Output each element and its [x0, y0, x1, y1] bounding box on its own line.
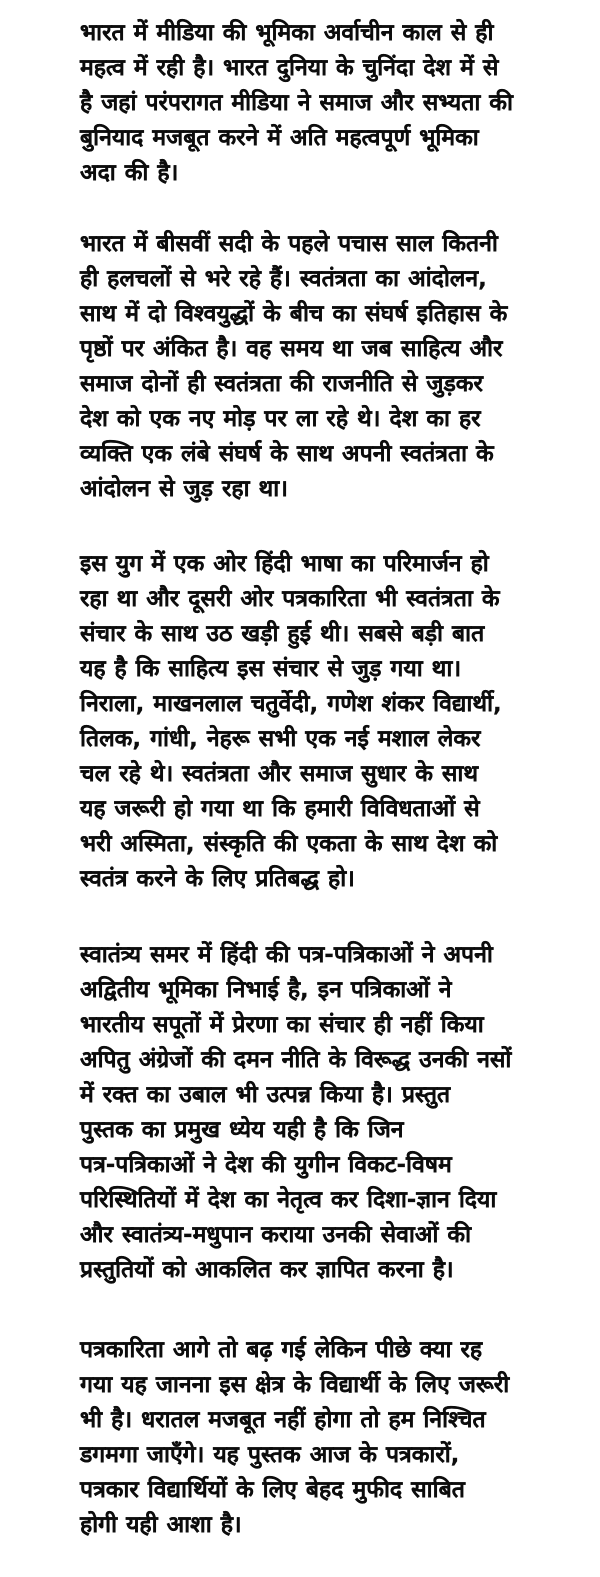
paragraph-1 — [80, 16, 535, 191]
paragraph-line: प्रस्तुतियों को आकलित कर ज्ञापित करना है। — [80, 1257, 454, 1283]
paragraph-line: होगी यही आशा है। — [80, 1512, 242, 1538]
paragraph-line: अपितु अंग्रेजों की दमन नीति के विरूद्ध उनकी नसों — [80, 1047, 512, 1073]
paragraph-line: साथ में दो विश्वयुद्धों के बीच का संघर्ष इतिहास के — [80, 301, 508, 327]
paragraph-line: स्वतंत्र करने के लिए प्रतिबद्ध हो। — [80, 866, 355, 892]
paragraph-line: बुनियाद मजबूत करने में अति महत्वपूर्ण भूमिका — [80, 125, 479, 151]
paragraph-line: स्वातंत्र्य समर में हिंदी की पत्र-पत्रिकाओं ने अपनी — [80, 942, 493, 968]
paragraph-line: समाज दोनों ही स्वतंत्रता की राजनीति से जुड़कर — [80, 371, 483, 397]
paragraph-line: पृष्ठों पर अंकित है। वह समय था जब साहित्य और — [80, 336, 503, 362]
paragraph-line: पत्रकारिता आगे तो बढ़ गई लेकिन पीछे क्या रह — [80, 1337, 483, 1363]
paragraph-line: रहा था और दूसरी ओर पत्रकारिता भी स्वतंत्रता के — [80, 586, 500, 612]
paragraph-line: निराला, माखनलाल चतुर्वेदी, गणेश शंकर विद्यार्थी, — [80, 691, 502, 717]
paragraph-line: यह है कि साहित्य इस संचार से जुड़ गया था। — [80, 656, 462, 682]
paragraph-line: और स्वातंत्र्य-मधुपान कराया उनकी सेवाओं की — [80, 1222, 472, 1248]
paragraph-line: है जहां परंपरागत मीडिया ने समाज और सभ्यता की — [80, 90, 513, 116]
paragraph-line: पत्रकार विद्यार्थियों के लिए बेहद मुफीद साबित — [80, 1477, 465, 1503]
paragraph-line: भारत में मीडिया की भूमिका अर्वाचीन काल से ही — [80, 20, 494, 46]
paragraph-line: परिस्थितियों में देश का नेतृत्व कर दिशा-ज्ञान दिया — [80, 1187, 497, 1213]
paragraph-line: पुस्तक का प्रमुख ध्येय यही है कि जिन — [80, 1117, 404, 1143]
paragraph-line: भारतीय सपूतों में प्रेरणा का संचार ही नहीं किया — [80, 1012, 484, 1038]
paragraph-line: चल रहे थे। स्वतंत्रता और समाज सुधार के साथ — [80, 761, 479, 787]
paragraph-line: ही हलचलों से भरे रहे हैं। स्वतंत्रता का आंदोलन, — [80, 266, 487, 292]
paragraph-line: अदा की है। — [80, 160, 179, 186]
paragraph-line: गया यह जानना इस क्षेत्र के विद्यार्थी के लिए जरूरी — [80, 1372, 510, 1398]
paragraph-line: आंदोलन से जुड़ रहा था। — [80, 476, 288, 502]
paragraph-line: इस युग में एक ओर हिंदी भाषा का परिमार्जन हो — [80, 551, 489, 577]
paragraph-3 — [80, 547, 535, 897]
paragraph-2 — [80, 227, 535, 507]
paragraph-line: भी है। धरातल मजबूत नहीं होगा तो हम निश्चित — [80, 1407, 486, 1433]
paragraph-line: महत्व में रही है। भारत दुनिया के चुनिंदा देश में से — [80, 55, 499, 81]
paragraph-line: तिलक, गांधी, नेहरू सभी एक नई मशाल लेकर — [80, 726, 481, 752]
paragraph-line: भारत में बीसवीं सदी के पहले पचास साल कितनी — [80, 231, 498, 257]
paragraph-line: में रक्त का उबाल भी उत्पन्न किया है। प्रस्तुत — [80, 1082, 451, 1108]
paragraph-line: संचार के साथ उठ खड़ी हुई थी। सबसे बड़ी बात — [80, 621, 485, 647]
paragraph-line: पत्र-पत्रिकाओं ने देश की युगीन विकट-विषम — [80, 1152, 452, 1178]
paragraph-line: डगमगा जाएँगे। यह पुस्तक आज के पत्रकारों, — [80, 1442, 460, 1468]
paragraph-5 — [80, 1333, 535, 1543]
paragraph-line: अद्वितीय भूमिका निभाई है, इन पत्रिकाओं ने — [80, 977, 452, 1003]
paragraph-line: भरी अस्मिता, संस्कृति की एकता के साथ देश को — [80, 831, 498, 857]
paragraph-line: यह जरूरी हो गया था कि हमारी विविधताओं से — [80, 796, 480, 822]
paragraph-line: देश को एक नए मोड़ पर ला रहे थे। देश का हर — [80, 406, 481, 432]
paragraph-line: व्यक्ति एक लंबे संघर्ष के साथ अपनी स्वतंत्रता के — [80, 441, 494, 467]
paragraph-4 — [80, 938, 535, 1288]
